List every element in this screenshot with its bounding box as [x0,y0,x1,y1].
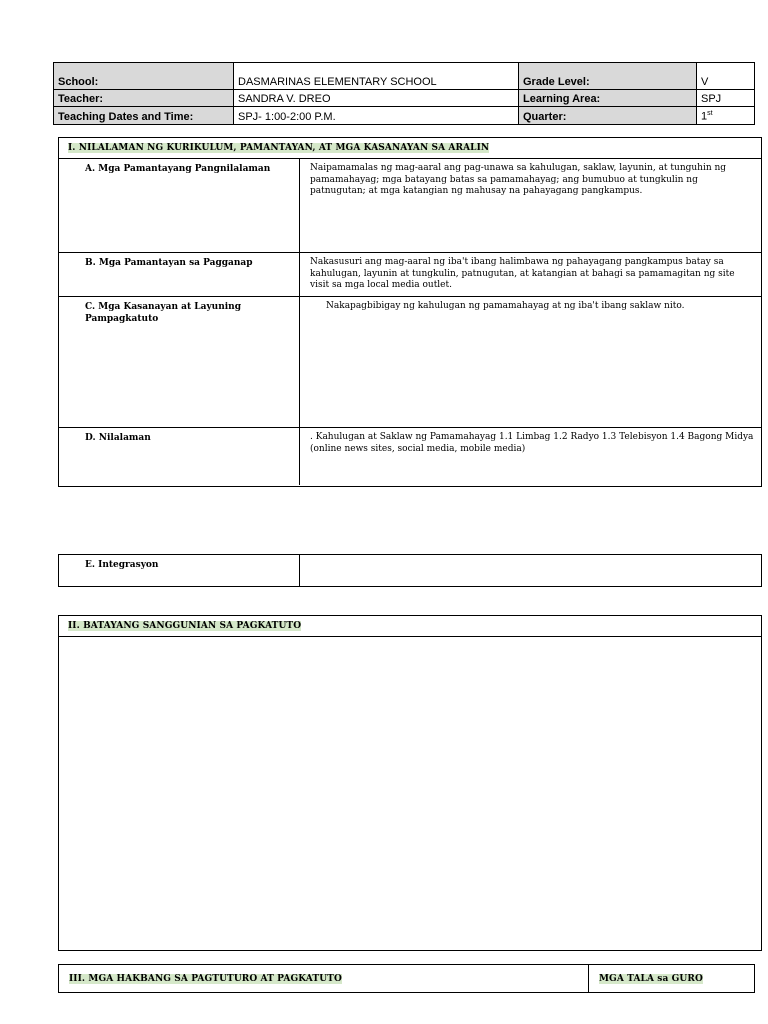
section2-header [59,616,761,637]
section3-title: III. MGA HAKBANG SA PAGTUTURO AT PAGKATUTO [69,973,342,984]
quarter-ordinal: st [707,110,713,117]
learning-area-value: SPJ [697,90,755,107]
row-content-standards [59,159,761,253]
performance-standards-text: Nakasusuri ang mag-aaral ng iba't ibang halimbawa ng pahayagang pangkampus batay sa kahulugan, layunin at tungkulin, patnugutan, at katangian at bahagi sa pamamagitan ng site visit sa mga local media outlet. [310,257,735,290]
teacher-value: SANDRA V. DREO [234,90,519,107]
section-learning-resources [58,615,762,951]
teacher-notes-cell [589,965,754,992]
row-content [59,428,761,485]
section-curriculum-content [58,137,762,487]
section-teaching-steps [58,964,755,993]
teaching-dates-label: Teaching Dates and Time: [54,107,234,125]
row-competencies [59,297,761,428]
section2-title: II. BATAYANG SANGGUNIAN SA PAGKATUTO [68,621,302,631]
quarter-cell [697,107,755,125]
learning-resources-body[interactable] [59,637,761,949]
competencies-label: C. Mga Kasanayan at Layuning Pampagkatuto [59,297,300,427]
info-row-school [54,63,755,90]
section1-title: I. NILALAMAN NG KURIKULUM, PAMANTAYAN, AT MGA KASANAYAN SA ARALIN [68,143,490,153]
quarter-label: Quarter: [519,107,697,125]
quarter-value: 1 [701,110,708,123]
learning-area-label: Learning Area: [519,90,697,107]
teaching-dates-value: SPJ- 1:00-2:00 P.M. [234,107,519,125]
performance-standards-label: B. Mga Pamantayan sa Pagganap [59,253,300,296]
row-integration [59,555,761,586]
content-text: . Kahulugan at Saklaw ng Pamamahayag 1.1 Limbag 1.2 Radyo 1.3 Telebisyon 1.4 Bagong Midya (online news sites, social media, mobile media) [310,432,754,454]
content-standards-label: A. Mga Pamantayang Pangnilalaman [59,159,300,252]
content-label: D. Nilalaman [59,428,300,485]
teaching-steps-cell [59,965,589,992]
lesson-info-table [53,62,755,125]
content-standards-text: Naipamamalas ng mag-aaral ang pag-unawa sa kahulugan, saklaw, layunin, at tunguhin ng pamamahayag; mga batayang batas sa pamamahayag; ang bumubuo at tungkulin ng patnugutan; at mga katangian ng mahusay na pahayagang pangkampus. [310,163,727,196]
section-integration [58,554,762,587]
competencies-text: Nakapagbibigay ng kahulugan ng pamamahayag at ng iba't ibang saklaw nito. [326,301,685,311]
school-value: DASMARINAS ELEMENTARY SCHOOL [234,63,519,90]
integration-text[interactable] [300,555,761,586]
integration-label: E. Integrasyon [59,555,300,586]
row-performance-standards [59,253,761,297]
teacher-notes-title: MGA TALA sa GURO [599,973,703,984]
section1-header [59,138,761,159]
grade-level-label: Grade Level: [519,63,697,90]
info-row-dates [54,107,755,125]
school-label: School: [54,63,234,90]
teacher-label: Teacher: [54,90,234,107]
info-row-teacher [54,90,755,107]
grade-level-value: V [697,63,755,90]
